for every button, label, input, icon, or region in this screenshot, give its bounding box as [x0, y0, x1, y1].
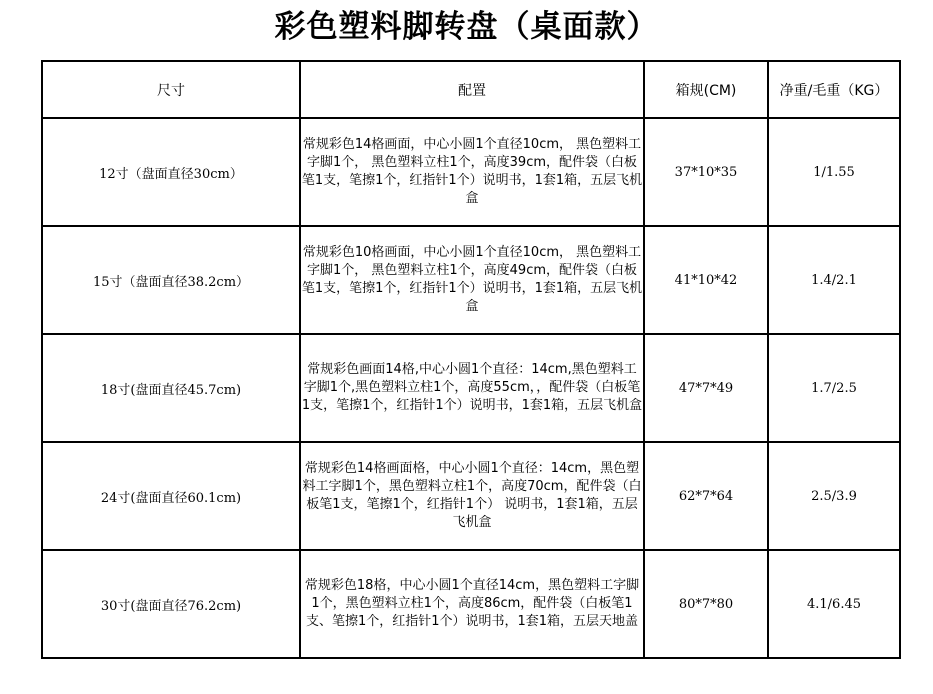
header-weight: 净重/毛重（KG） — [768, 61, 900, 118]
cell-config: 常规彩色14格画面格，中心小圆1个直径：14cm，黑色塑料工字脚1个，黑色塑料立柱1个，高度70cm，配件袋（白板笔1支，笔擦1个，红指针1个） 说明书，1套1箱，五层飞机盒 — [300, 442, 644, 550]
header-config: 配置 — [300, 61, 644, 118]
cell-weight: 2.5/3.9 — [768, 442, 900, 550]
cell-weight: 1.4/2.1 — [768, 226, 900, 334]
table-row — [42, 118, 900, 226]
table-row — [42, 226, 900, 334]
cell-box: 80*7*80 — [644, 550, 768, 658]
cell-box: 41*10*42 — [644, 226, 768, 334]
header-box: 箱规(CM) — [644, 61, 768, 118]
table-row — [42, 550, 900, 658]
table-row — [42, 442, 900, 550]
cell-box: 47*7*49 — [644, 334, 768, 442]
cell-config: 常规彩色14格画面，中心小圆1个直径10cm， 黑色塑料工字脚1个， 黑色塑料立柱1个，高度39cm，配件袋（白板笔1支，笔擦1个，红指针1个）说明书，1套1箱，五层飞机盒 — [300, 118, 644, 226]
cell-config: 常规彩色10格画面，中心小圆1个直径10cm， 黑色塑料工字脚1个， 黑色塑料立柱1个，高度49cm，配件袋（白板笔1支，笔擦1个，红指针1个）说明书，1套1箱，五层飞机盒 — [300, 226, 644, 334]
cell-weight: 1/1.55 — [768, 118, 900, 226]
cell-config: 常规彩色18格，中心小圆1个直径14cm，黑色塑料工字脚1个，黑色塑料立柱1个，高度86cm，配件袋（白板笔1支、笔擦1个，红指针1个）说明书，1套1箱，五层天地盖 — [300, 550, 644, 658]
cell-size: 15寸（盘面直径38.2cm） — [42, 226, 300, 334]
table-header-row — [42, 61, 900, 118]
cell-size: 12寸（盘面直径30cm） — [42, 118, 300, 226]
table-row — [42, 334, 900, 442]
page-title: 彩色塑料脚转盘（桌面款） — [274, 9, 659, 45]
cell-size: 24寸(盘面直径60.1cm) — [42, 442, 300, 550]
spec-table — [41, 60, 901, 659]
cell-size: 18寸(盘面直径45.7cm) — [42, 334, 300, 442]
cell-box: 62*7*64 — [644, 442, 768, 550]
cell-config: 常规彩色画面14格,中心小圆1个直径：14cm,黑色塑料工字脚1个,黑色塑料立柱1个，高度55cm，，配件袋（白板笔1支，笔擦1个，红指针1个）说明书，1套1箱，五层飞机盒 — [300, 334, 644, 442]
header-size: 尺寸 — [42, 61, 300, 118]
cell-size: 30寸(盘面直径76.2cm) — [42, 550, 300, 658]
cell-weight: 1.7/2.5 — [768, 334, 900, 442]
cell-box: 37*10*35 — [644, 118, 768, 226]
cell-weight: 4.1/6.45 — [768, 550, 900, 658]
